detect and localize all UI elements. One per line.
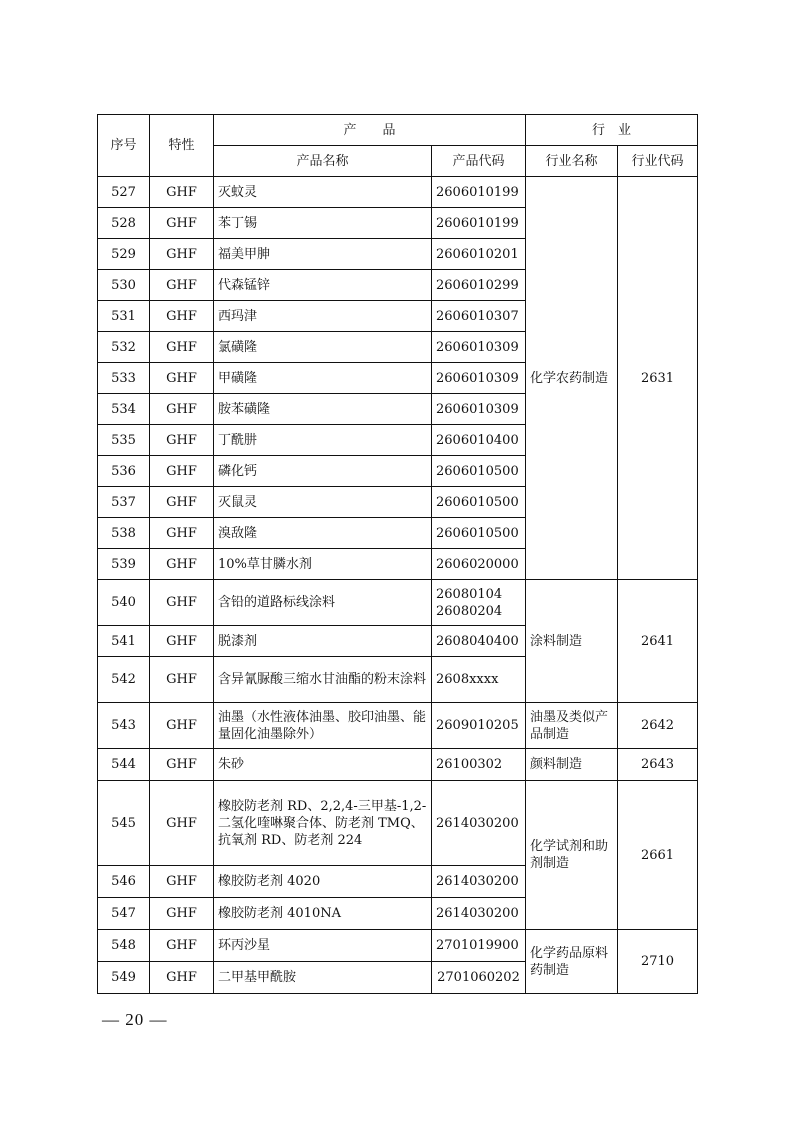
table-row bbox=[98, 930, 698, 962]
product-code-cell: 2606010199 bbox=[432, 208, 526, 239]
industry-code-cell: 2642 bbox=[618, 703, 698, 749]
seq-cell: 530 bbox=[98, 270, 150, 301]
seq-cell: 549 bbox=[98, 962, 150, 994]
industry-name-cell: 涂料制造 bbox=[526, 580, 618, 703]
table-row bbox=[98, 580, 698, 626]
table-row bbox=[98, 781, 698, 866]
seq-cell: 537 bbox=[98, 487, 150, 518]
seq-cell: 547 bbox=[98, 898, 150, 930]
seq-cell: 533 bbox=[98, 363, 150, 394]
header-product-group: 产 品 bbox=[214, 115, 526, 146]
feature-cell: GHF bbox=[150, 425, 214, 456]
product-code-cell: 2606020000 bbox=[432, 549, 526, 580]
product-name-cell: 二甲基甲酰胺 bbox=[214, 962, 432, 994]
seq-cell: 529 bbox=[98, 239, 150, 270]
header-industry-code: 行业代码 bbox=[618, 146, 698, 177]
product-code-cell: 2606010299 bbox=[432, 270, 526, 301]
seq-cell: 528 bbox=[98, 208, 150, 239]
product-name-cell: 胺苯磺隆 bbox=[214, 394, 432, 425]
product-code-cell: 2614030200 bbox=[432, 898, 526, 930]
product-code-cell: 2606010309 bbox=[432, 363, 526, 394]
product-code-cell: 2701060202 bbox=[432, 962, 526, 994]
industry-name-cell: 油墨及类似产品制造 bbox=[526, 703, 618, 749]
seq-cell: 531 bbox=[98, 301, 150, 332]
industry-name-cell: 化学农药制造 bbox=[526, 177, 618, 580]
product-name-cell: 朱砂 bbox=[214, 749, 432, 781]
feature-cell: GHF bbox=[150, 518, 214, 549]
seq-cell: 535 bbox=[98, 425, 150, 456]
seq-cell: 543 bbox=[98, 703, 150, 749]
product-name-cell: 脱漆剂 bbox=[214, 626, 432, 657]
product-industry-table bbox=[97, 114, 698, 994]
table-row bbox=[98, 703, 698, 749]
seq-cell: 540 bbox=[98, 580, 150, 626]
product-name-cell: 福美甲胂 bbox=[214, 239, 432, 270]
header-seq: 序号 bbox=[98, 115, 150, 177]
feature-cell: GHF bbox=[150, 626, 214, 657]
seq-cell: 539 bbox=[98, 549, 150, 580]
feature-cell: GHF bbox=[150, 301, 214, 332]
product-code-cell: 2606010400 bbox=[432, 425, 526, 456]
seq-cell: 541 bbox=[98, 626, 150, 657]
product-name-cell: 环丙沙星 bbox=[214, 930, 432, 962]
feature-cell: GHF bbox=[150, 930, 214, 962]
product-name-cell: 溴敌隆 bbox=[214, 518, 432, 549]
industry-code-cell: 2661 bbox=[618, 781, 698, 930]
product-name-cell: 丁酰肼 bbox=[214, 425, 432, 456]
product-code-cell: 2606010309 bbox=[432, 394, 526, 425]
product-code-cell: 2609010205 bbox=[432, 703, 526, 749]
product-name-cell: 橡胶防老剂 RD、2,2,4-三甲基-1,2-二氢化喹啉聚合体、防老剂 TMQ、抗氧剂 RD、防老剂 224 bbox=[214, 781, 432, 866]
industry-code-cell: 2710 bbox=[618, 930, 698, 994]
seq-cell: 546 bbox=[98, 866, 150, 898]
industry-code-cell: 2643 bbox=[618, 749, 698, 781]
feature-cell: GHF bbox=[150, 208, 214, 239]
page-number: — 20 — bbox=[102, 1010, 168, 1029]
product-name-cell: 橡胶防老剂 4010NA bbox=[214, 898, 432, 930]
seq-cell: 542 bbox=[98, 657, 150, 703]
table-row bbox=[98, 749, 698, 781]
product-code-cell: 2701019900 bbox=[432, 930, 526, 962]
product-name-cell: 代森锰锌 bbox=[214, 270, 432, 301]
product-name-cell: 氯磺隆 bbox=[214, 332, 432, 363]
product-code-cell: 2606010309 bbox=[432, 332, 526, 363]
product-code-cell: 2606010201 bbox=[432, 239, 526, 270]
feature-cell: GHF bbox=[150, 962, 214, 994]
feature-cell: GHF bbox=[150, 898, 214, 930]
feature-cell: GHF bbox=[150, 657, 214, 703]
seq-cell: 532 bbox=[98, 332, 150, 363]
product-code-cell: 2606010500 bbox=[432, 487, 526, 518]
product-code-line: 26080104 bbox=[436, 586, 503, 602]
product-code-cell: 26100302 bbox=[432, 749, 526, 781]
industry-name-cell: 化学试剂和助剂制造 bbox=[526, 781, 618, 930]
header-industry-name: 行业名称 bbox=[526, 146, 618, 177]
header-product-code: 产品代码 bbox=[432, 146, 526, 177]
feature-cell: GHF bbox=[150, 781, 214, 866]
seq-cell: 527 bbox=[98, 177, 150, 208]
product-name-cell: 橡胶防老剂 4020 bbox=[214, 866, 432, 898]
seq-cell: 538 bbox=[98, 518, 150, 549]
seq-cell: 536 bbox=[98, 456, 150, 487]
header-feature: 特性 bbox=[150, 115, 214, 177]
feature-cell: GHF bbox=[150, 866, 214, 898]
product-name-cell: 含铅的道路标线涂料 bbox=[214, 580, 432, 626]
product-name-cell: 甲磺隆 bbox=[214, 363, 432, 394]
product-code-cell: 2608040400 bbox=[432, 626, 526, 657]
product-name-cell: 灭蚊灵 bbox=[214, 177, 432, 208]
feature-cell: GHF bbox=[150, 749, 214, 781]
product-name-cell: 苯丁锡 bbox=[214, 208, 432, 239]
product-code-cell: 2606010307 bbox=[432, 301, 526, 332]
product-code-cell bbox=[432, 580, 526, 626]
feature-cell: GHF bbox=[150, 177, 214, 208]
table-row bbox=[98, 177, 698, 208]
product-code-cell: 2606010500 bbox=[432, 456, 526, 487]
product-name-cell: 含异氰脲酸三缩水甘油酯的粉末涂料 bbox=[214, 657, 432, 703]
product-code-cell: 2608xxxx bbox=[432, 657, 526, 703]
feature-cell: GHF bbox=[150, 703, 214, 749]
product-code-cell: 2606010500 bbox=[432, 518, 526, 549]
industry-name-cell: 颜料制造 bbox=[526, 749, 618, 781]
product-code-cell: 2614030200 bbox=[432, 781, 526, 866]
product-name-cell: 磷化钙 bbox=[214, 456, 432, 487]
product-name-cell: 灭鼠灵 bbox=[214, 487, 432, 518]
feature-cell: GHF bbox=[150, 239, 214, 270]
product-code-line: 26080204 bbox=[436, 603, 503, 619]
industry-code-cell: 2631 bbox=[618, 177, 698, 580]
feature-cell: GHF bbox=[150, 549, 214, 580]
feature-cell: GHF bbox=[150, 363, 214, 394]
feature-cell: GHF bbox=[150, 487, 214, 518]
feature-cell: GHF bbox=[150, 580, 214, 626]
industry-code-cell: 2641 bbox=[618, 580, 698, 703]
feature-cell: GHF bbox=[150, 270, 214, 301]
product-name-cell: 10%草甘膦水剂 bbox=[214, 549, 432, 580]
feature-cell: GHF bbox=[150, 394, 214, 425]
product-name-cell: 油墨（水性液体油墨、胶印油墨、能量固化油墨除外） bbox=[214, 703, 432, 749]
industry-name-cell: 化学药品原料药制造 bbox=[526, 930, 618, 994]
product-code-cell: 2614030200 bbox=[432, 866, 526, 898]
product-code-cell: 2606010199 bbox=[432, 177, 526, 208]
seq-cell: 545 bbox=[98, 781, 150, 866]
seq-cell: 548 bbox=[98, 930, 150, 962]
seq-cell: 544 bbox=[98, 749, 150, 781]
feature-cell: GHF bbox=[150, 456, 214, 487]
feature-cell: GHF bbox=[150, 332, 214, 363]
seq-cell: 534 bbox=[98, 394, 150, 425]
product-name-cell: 西玛津 bbox=[214, 301, 432, 332]
header-industry-group: 行 业 bbox=[526, 115, 698, 146]
header-product-name: 产品名称 bbox=[214, 146, 432, 177]
